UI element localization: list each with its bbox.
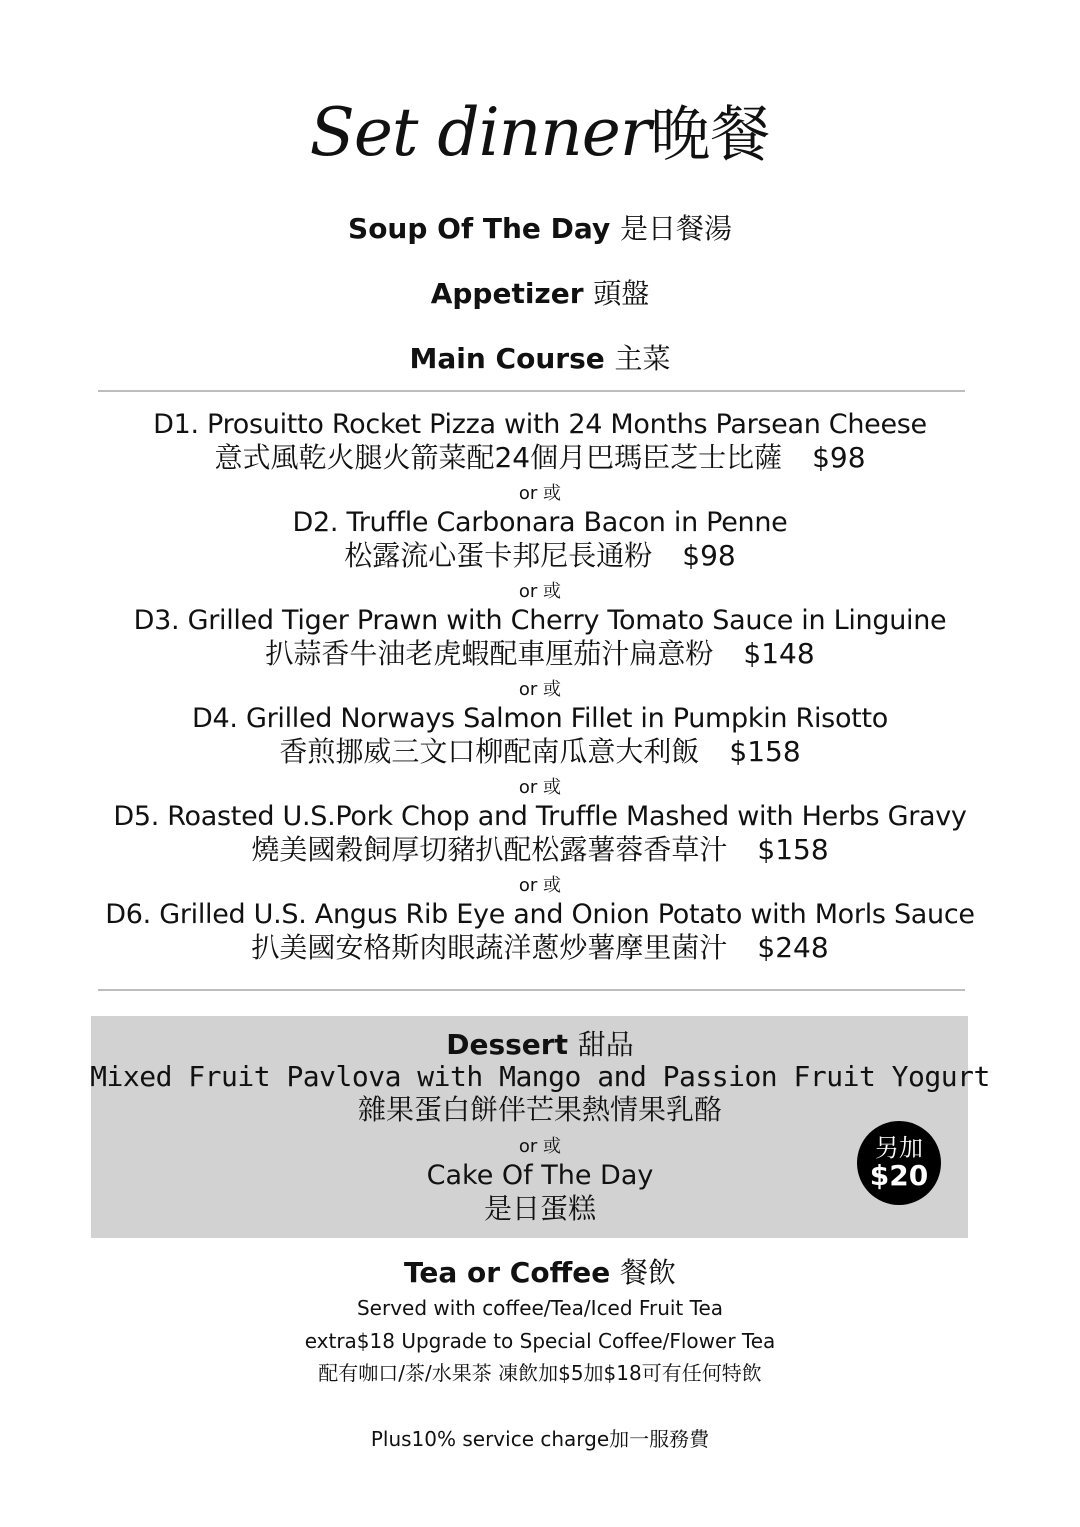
or-separator: or 或 bbox=[518, 581, 562, 602]
dish-d3-name-en: D3. Grilled Tiger Prawn with Cherry Tomato Sauce in Linguine bbox=[133, 605, 947, 636]
dish-d4-name-en: D4. Grilled Norways Salmon Fillet in Pumpkin Risotto bbox=[192, 703, 888, 734]
dish-d6-price: $248 bbox=[757, 931, 829, 964]
dish-d2-name-en: D2. Truffle Carbonara Bacon in Penne bbox=[292, 507, 788, 538]
or-separator: or 或 bbox=[518, 875, 562, 896]
dessert-item1-zh: 雜果蛋白餅伴芒果熱情果乳酪 bbox=[357, 1093, 722, 1126]
tea-line-3: 配有咖口/茶/水果茶 凍飲加$5加$18可有任何特飲 bbox=[318, 1361, 762, 1385]
main-course-heading-zh: 主菜 bbox=[614, 342, 671, 375]
dish-d1-name-en: D1. Prosuitto Rocket Pizza with 24 Months Parsean Cheese bbox=[153, 409, 927, 440]
dish-d2-line-zh bbox=[0, 538, 1080, 574]
divider-top bbox=[98, 390, 965, 392]
tea-heading-en: Tea or Coffee bbox=[403, 1256, 611, 1289]
dessert-item2-en: Cake Of The Day bbox=[426, 1160, 654, 1191]
dish-d6-name-en: D6. Grilled U.S. Angus Rib Eye and Onion Potato with Morls Sauce bbox=[105, 899, 975, 930]
tea-heading bbox=[0, 1253, 1080, 1293]
dish-d6-name-zh: 扒美國安格斯肉眼蔬洋蔥炒薯摩里菌汁 bbox=[251, 931, 728, 964]
dish-d4-name-zh: 香煎挪威三文口柳配南瓜意大利飯 bbox=[279, 735, 700, 768]
soup-heading bbox=[0, 209, 1080, 249]
dish-d2-price: $98 bbox=[682, 539, 736, 572]
dish-d1-name-zh: 意式風乾火腿火箭菜配24個月巴瑪臣芝士比薩 bbox=[214, 441, 783, 474]
menu-title bbox=[0, 88, 1080, 178]
dish-d5-name-zh: 燒美國穀飼厚切豬扒配松露薯蓉香草汁 bbox=[251, 833, 728, 866]
dish-d4-price: $158 bbox=[729, 735, 801, 768]
dish-d1-line-zh bbox=[0, 440, 1080, 476]
dessert-heading bbox=[0, 1027, 1080, 1063]
or-separator: or 或 bbox=[518, 483, 562, 504]
or-separator: or 或 bbox=[518, 679, 562, 700]
main-course-heading-en: Main Course bbox=[409, 342, 605, 375]
dish-d4-line-zh bbox=[0, 734, 1080, 770]
or-separator: or 或 bbox=[518, 777, 562, 798]
extra-charge-badge bbox=[857, 1121, 941, 1205]
menu-title-script: Set dinner bbox=[309, 94, 651, 171]
main-course-heading bbox=[0, 339, 1080, 379]
dish-d6-line-zh bbox=[0, 930, 1080, 966]
service-charge-note: Plus10% service charge加一服務費 bbox=[370, 1427, 710, 1451]
divider-bottom bbox=[98, 989, 965, 991]
dish-d1-price: $98 bbox=[812, 441, 866, 474]
dish-d5-price: $158 bbox=[757, 833, 829, 866]
appetizer-heading bbox=[0, 274, 1080, 314]
dish-d3-line-zh bbox=[0, 636, 1080, 672]
tea-line-1: Served with coffee/Tea/Iced Fruit Tea bbox=[356, 1296, 723, 1320]
extra-charge-price: $20 bbox=[869, 1159, 929, 1192]
soup-heading-en: Soup Of The Day bbox=[348, 212, 611, 245]
dish-d5-line-zh bbox=[0, 832, 1080, 868]
tea-line-2: extra$18 Upgrade to Special Coffee/Flower Tea bbox=[304, 1329, 776, 1353]
appetizer-heading-zh: 頭盤 bbox=[593, 277, 650, 310]
dish-d3-price: $148 bbox=[743, 637, 815, 670]
dish-d2-name-zh: 松露流心蛋卡邦尼長通粉 bbox=[344, 539, 653, 572]
dessert-heading-zh: 甜品 bbox=[577, 1028, 634, 1061]
extra-charge-label: 另加 bbox=[875, 1134, 923, 1162]
or-separator: or 或 bbox=[518, 1136, 562, 1157]
dish-d3-name-zh: 扒蒜香牛油老虎蝦配車厘茄汁扁意粉 bbox=[265, 637, 714, 670]
soup-heading-zh: 是日餐湯 bbox=[619, 212, 732, 245]
menu-title-cjk: 晚餐 bbox=[650, 100, 771, 170]
tea-heading-zh: 餐飲 bbox=[620, 1256, 677, 1289]
dessert-item2-zh: 是日蛋糕 bbox=[483, 1192, 596, 1225]
dessert-heading-en: Dessert bbox=[446, 1028, 568, 1061]
dessert-item1-en: Mixed Fruit Pavlova with Mango and Passion Fruit Yogurt bbox=[90, 1060, 990, 1093]
appetizer-heading-en: Appetizer bbox=[430, 277, 584, 310]
dish-d5-name-en: D5. Roasted U.S.Pork Chop and Truffle Mashed with Herbs Gravy bbox=[113, 801, 967, 832]
